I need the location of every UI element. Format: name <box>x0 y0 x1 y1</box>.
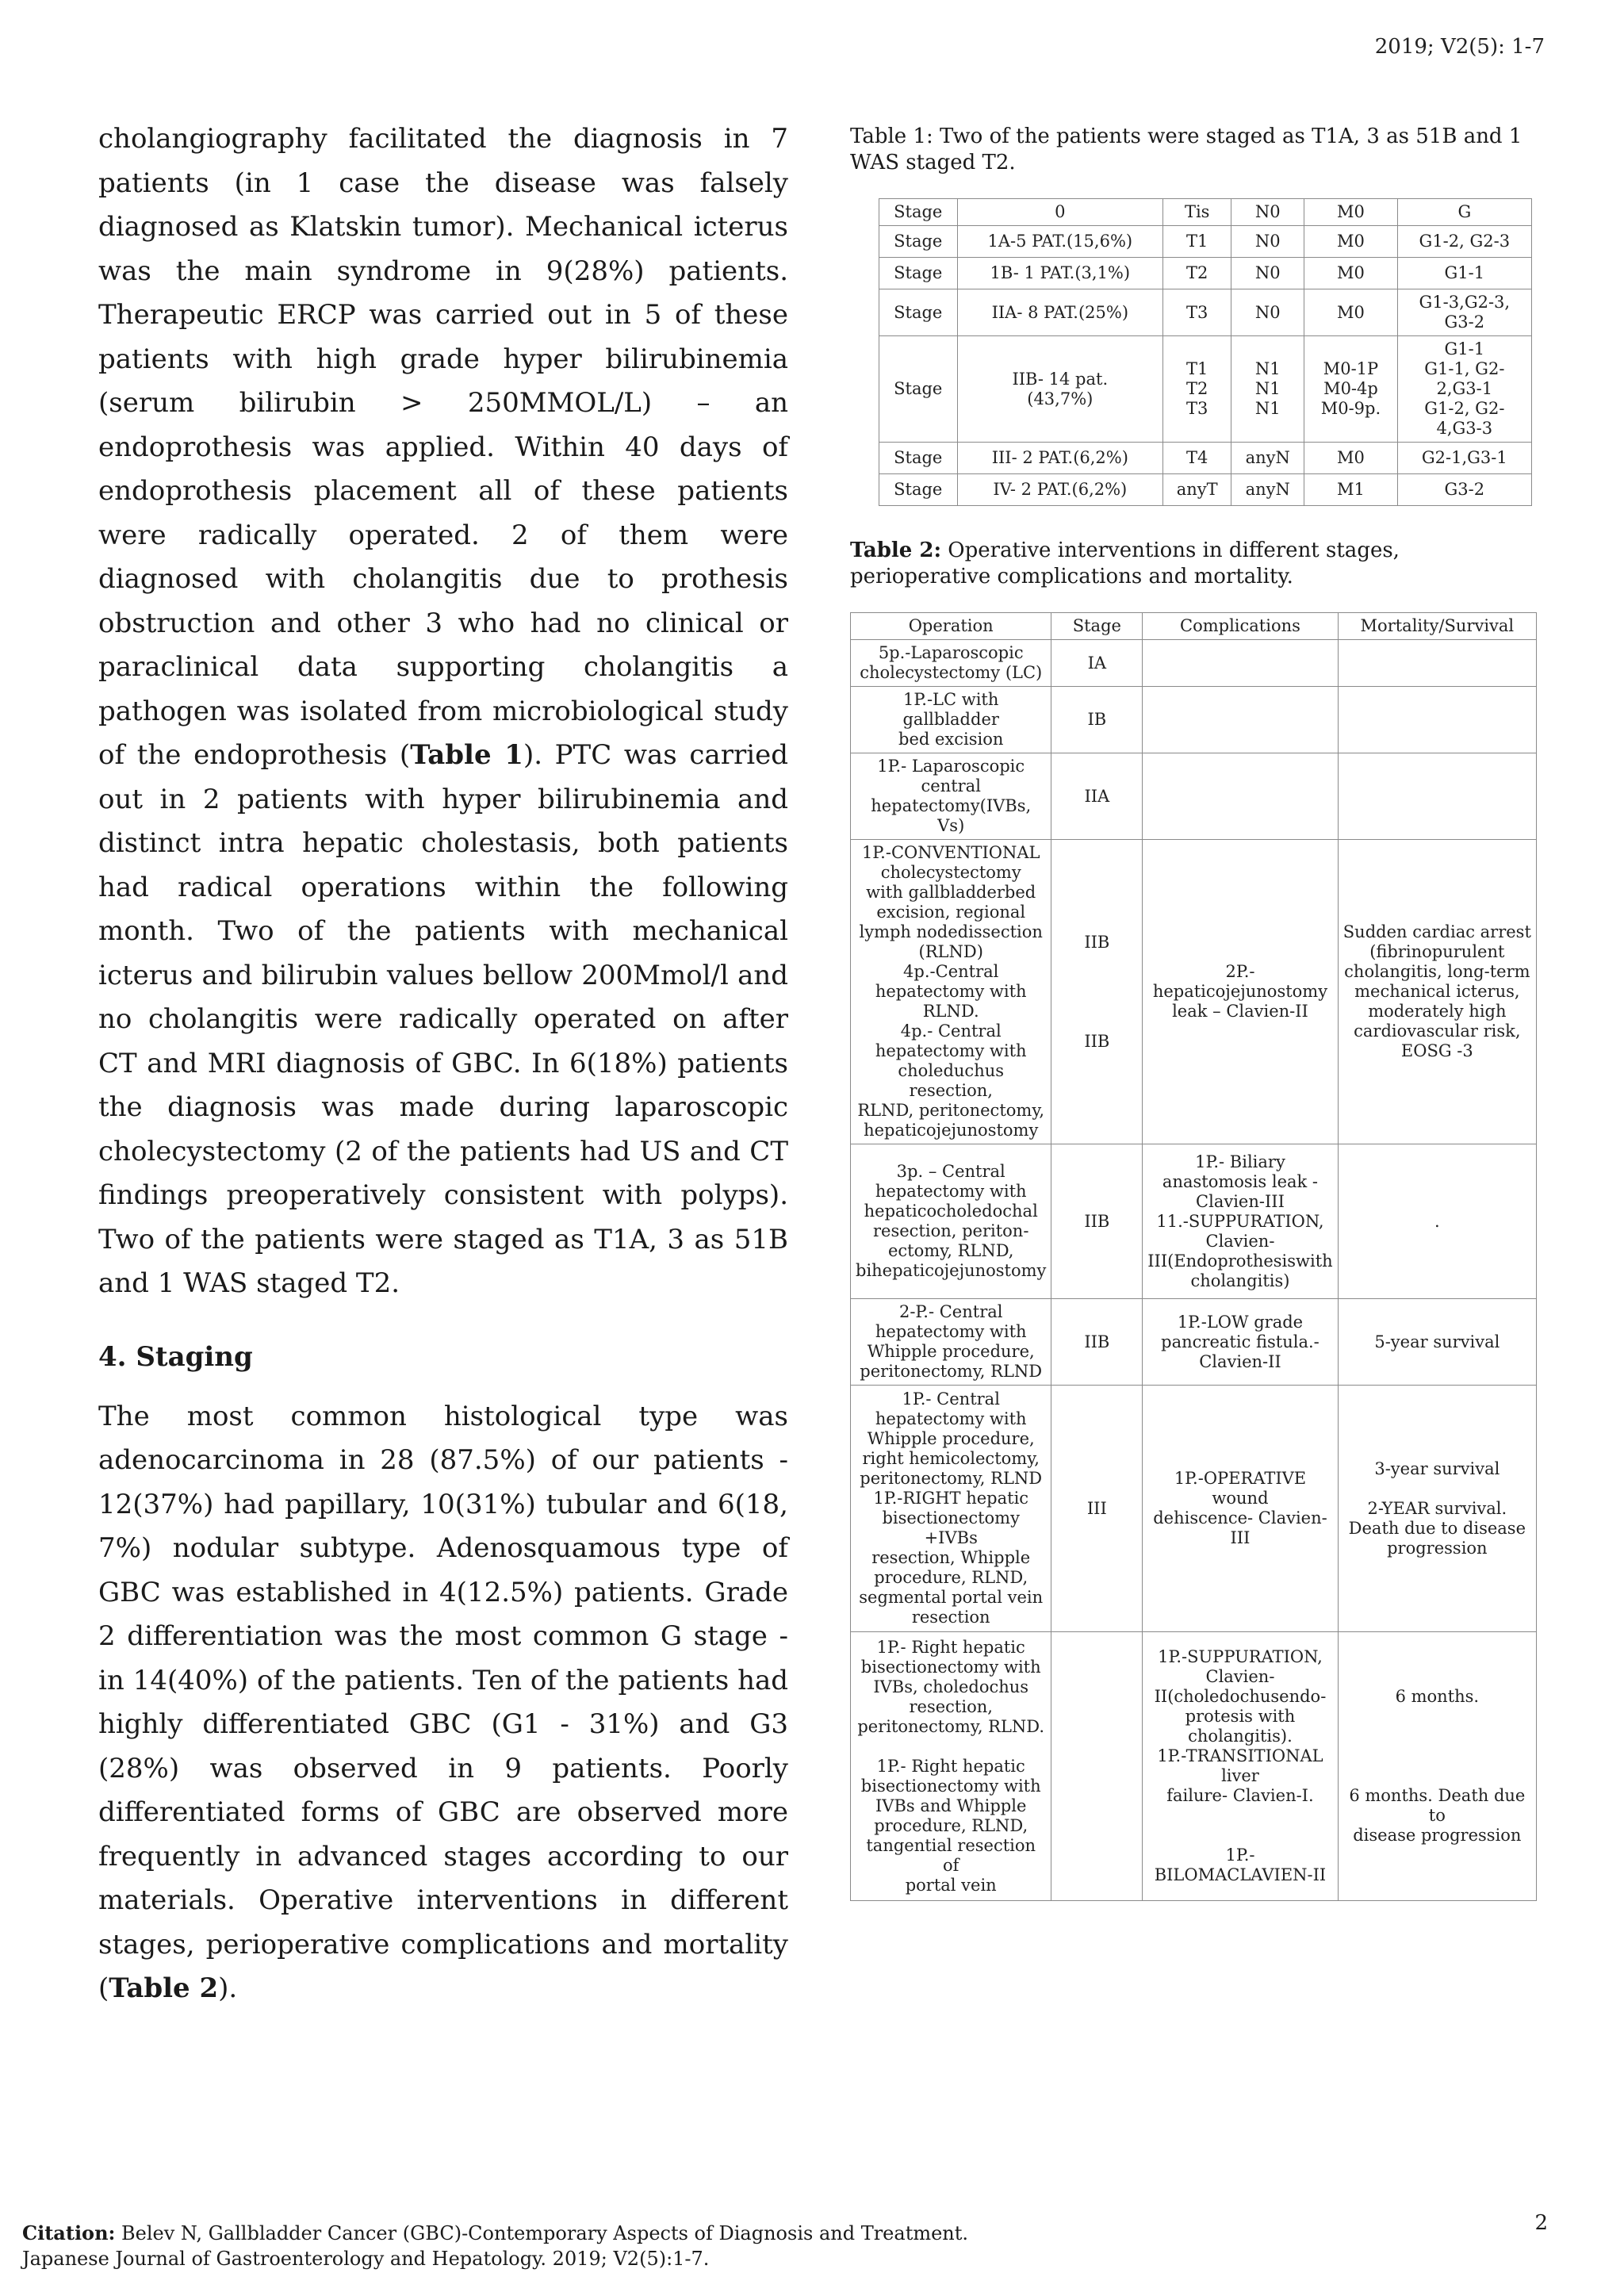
table1-cell: 1B- 1 PAT.(3,1%) <box>957 258 1163 289</box>
citation-label: Citation: <box>22 2221 116 2244</box>
table-1-header-row <box>879 199 1532 226</box>
table1-header-cell: 0 <box>957 199 1163 226</box>
right-column <box>850 124 1540 1901</box>
table2-header-cell: Complications <box>1143 613 1338 640</box>
table-2-operations <box>850 612 1537 1901</box>
table1-cell: T1 T2 T3 <box>1163 336 1231 443</box>
left-column <box>98 117 788 2011</box>
paragraph-1-text: cholangiography facilitated the diagnosis in 7 patients (in 1 case the disease was falsely diagnosed as Klatskin tumor). Mechanical icterus was the main syndrome in 9(28%) patients. Therapeutic ERCP was carried out in 5 of these patients with high grade hyper bilirubinemia (serum bilirubin > 250MMOL/L) – an endoprothesis was applied. Within 40 days of endoprothesis placement all of these patients were radically operated. 2 of them were diagnosed with cholangitis due to prothesis obstruction and other 3 who had no clinical or paraclinical data supporting cholangitis a pathogen was isolated from microbiological study of the endoprothesis ( <box>98 123 788 771</box>
table1-cell: N0 <box>1231 289 1304 336</box>
body-paragraph-2 <box>98 1395 788 2011</box>
table1-cell: M0-1P M0-4p M0-9p. <box>1304 336 1397 443</box>
section-heading-staging: 4. Staging <box>98 1340 253 1373</box>
citation-text: Belev N, Gallbladder Cancer (GBC)-Contemporary Aspects of Diagnosis and Treatment. Japanese Journal of Gastroenterology and Hepatology. 2019; V2(5):1-7. <box>22 2222 969 2270</box>
table1-cell: IIA- 8 PAT.(25%) <box>957 289 1163 336</box>
table2-cell: 5-year survival <box>1338 1299 1536 1386</box>
table2-cell <box>1143 640 1338 687</box>
table1-cell: IV- 2 PAT.(6,2%) <box>957 474 1163 506</box>
table-row <box>879 474 1532 506</box>
table1-header-cell: Stage <box>879 199 958 226</box>
table1-cell: Stage <box>879 336 958 443</box>
table-2-caption-label: Table 2: <box>850 539 942 562</box>
table2-cell: IIB IIB <box>1051 840 1143 1144</box>
table-row <box>851 840 1537 1144</box>
table1-cell: G2-1,G3-1 <box>1397 443 1531 474</box>
table1-cell: Stage <box>879 474 958 506</box>
table2-cell: 1P.- Right hepatic bisectionectomy with IVBs, choledochus resection, peritonectomy, RLND. 1P.- Right hepatic bisectionectomy with IVBs and Whipple procedure, RLND, tangential resection of portal vein <box>851 1632 1051 1901</box>
table1-cell: Stage <box>879 443 958 474</box>
table-2-caption-text: Operative interventions in different stages, perioperative complications and mortality. <box>850 539 1400 588</box>
table2-cell: IIB <box>1051 1299 1143 1386</box>
table1-cell: anyN <box>1231 443 1304 474</box>
table-1-reference: Table 1 <box>410 739 523 771</box>
table2-cell: 2P.- hepaticojejunostomy leak – Clavien-II <box>1143 840 1338 1144</box>
table2-cell <box>1338 640 1536 687</box>
table1-cell: N0 <box>1231 226 1304 258</box>
table-1-body <box>879 226 1532 506</box>
table2-cell: 3p. – Central hepatectomy with hepaticocholedochal resection, periton- ectomy, RLND, bihepaticojejunostomy <box>851 1144 1051 1299</box>
table2-cell: 1P.- Central hepatectomy with Whipple procedure, right hemicolectomy, peritonectomy, RLND 1P.-RIGHT hepatic bisectionectomy +IVBs resection, Whipple procedure, RLND, segmental portal vein resection <box>851 1386 1051 1632</box>
table2-cell: III <box>1051 1386 1143 1632</box>
table2-cell <box>1338 753 1536 840</box>
table-row <box>879 226 1532 258</box>
table1-header-cell: Tis <box>1163 199 1231 226</box>
paragraph-2-end: ). <box>218 1972 238 2004</box>
table2-cell <box>1143 687 1338 753</box>
table-2-header-row <box>851 613 1537 640</box>
table2-cell: 5p.-Laparoscopic cholecystectomy (LC) <box>851 640 1051 687</box>
table-row <box>851 1632 1537 1901</box>
table1-cell: III- 2 PAT.(6,2%) <box>957 443 1163 474</box>
table1-cell: G1-1 G1-1, G2- 2,G3-1 G1-2, G2- 4,G3-3 <box>1397 336 1531 443</box>
table2-cell <box>1051 1632 1143 1901</box>
page-number: 2 <box>1534 2211 1548 2235</box>
table1-cell: anyN <box>1231 474 1304 506</box>
table1-cell: Stage <box>879 258 958 289</box>
table1-cell: N1 N1 N1 <box>1231 336 1304 443</box>
table2-header-cell: Stage <box>1051 613 1143 640</box>
table2-cell: 1P.- Biliary anastomosis leak - Clavien-III 11.-SUPPURATION, Clavien- III(Endoprothesiswith cholangitis) <box>1143 1144 1338 1299</box>
table1-cell: M0 <box>1304 443 1397 474</box>
table-row <box>851 1144 1537 1299</box>
table2-cell: Sudden cardiac arrest (fibrinopurulent cholangitis, long-term mechanical icterus, moderately high cardiovascular risk, EOSG -3 <box>1338 840 1536 1144</box>
table2-header-cell: Mortality/Survival <box>1338 613 1536 640</box>
table1-cell: G1-3,G2-3, G3-2 <box>1397 289 1531 336</box>
table1-cell: M0 <box>1304 226 1397 258</box>
table1-cell: T1 <box>1163 226 1231 258</box>
table2-cell: 1P.-CONVENTIONAL cholecystectomy with gallbladderbed excision, regional lymph nodedissection (RLND) 4p.-Central hepatectomy with RLND. 4p.- Central hepatectomy with choleduchus resection, RLND, peritonectomy, hepaticojejunostomy <box>851 840 1051 1144</box>
table2-cell: IA <box>1051 640 1143 687</box>
table1-cell: M1 <box>1304 474 1397 506</box>
table1-cell: 1A-5 PAT.(15,6%) <box>957 226 1163 258</box>
table-row <box>879 289 1532 336</box>
table1-header-cell: N0 <box>1231 199 1304 226</box>
table-row <box>851 753 1537 840</box>
table2-cell: 1P.-OPERATIVE wound dehiscence- Clavien-III <box>1143 1386 1338 1632</box>
table-1-staging <box>879 198 1532 506</box>
table-1-caption: Table 1: Two of the patients were staged as T1A, 3 as 51B and 1 WAS staged T2. <box>850 125 1522 174</box>
table-2-reference: Table 2 <box>109 1972 219 2004</box>
table2-header-cell: Operation <box>851 613 1051 640</box>
table2-cell: 3-year survival 2-YEAR survival. Death due to disease progression <box>1338 1386 1536 1632</box>
table-row <box>879 443 1532 474</box>
journal-volume-info: 2019; V2(5): 1-7 <box>1374 35 1545 59</box>
table-2-caption <box>850 538 1540 590</box>
citation <box>22 2221 974 2271</box>
table1-header-cell: G <box>1397 199 1531 226</box>
table2-cell <box>1143 753 1338 840</box>
table1-cell: T3 <box>1163 289 1231 336</box>
table-row <box>879 258 1532 289</box>
table-2-body <box>851 640 1537 1901</box>
table2-cell: . <box>1338 1144 1536 1299</box>
table2-cell: 6 months. 6 months. Death due to disease progression <box>1338 1632 1536 1901</box>
table1-cell: Stage <box>879 289 958 336</box>
table2-cell: IB <box>1051 687 1143 753</box>
table2-cell: 2-P.- Central hepatectomy with Whipple procedure, peritonectomy, RLND <box>851 1299 1051 1386</box>
table1-cell: IIB- 14 pat. (43,7%) <box>957 336 1163 443</box>
table-row <box>851 687 1537 753</box>
table1-cell: G1-2, G2-3 <box>1397 226 1531 258</box>
table2-cell: IIB <box>1051 1144 1143 1299</box>
table1-cell: T4 <box>1163 443 1231 474</box>
table2-cell: 1P.-SUPPURATION, Clavien- II(choledochusendo- protesis with cholangitis). 1P.-TRANSITIONAL liver failure- Clavien-I. 1P.-BILOMACLAVIEN-II <box>1143 1632 1338 1901</box>
table1-cell: N0 <box>1231 258 1304 289</box>
table1-cell: G1-1 <box>1397 258 1531 289</box>
table1-cell: M0 <box>1304 258 1397 289</box>
table2-cell: 1P.-LOW grade pancreatic fistula.- Clavien-II <box>1143 1299 1338 1386</box>
table-row <box>879 336 1532 443</box>
table2-cell: IIA <box>1051 753 1143 840</box>
table2-cell <box>1338 687 1536 753</box>
table2-cell: 1P.-LC with gallbladder bed excision <box>851 687 1051 753</box>
paragraph-1-continuation: ). PTC was carried out in 2 patients with hyper bilirubinemia and distinct intra hepatic cholestasis, both patients had radical operations within the following month. Two of the patients with mechanical icterus and bilirubin values bellow 200Mmol/l and no cholangitis were radically operated on after CT and MRI diagnosis of GBC. In 6(18%) patients the diagnosis was made during laparoscopic cholecystectomy (2 of the patients had US and CT findings preoperatively consistent with polyps). Two of the patients were staged as T1A, 3 as 51B and 1 WAS staged T2. <box>98 739 788 1299</box>
table-row <box>851 640 1537 687</box>
table-row <box>851 1386 1537 1632</box>
body-paragraph-1 <box>98 117 788 1306</box>
table1-cell: T2 <box>1163 258 1231 289</box>
paragraph-2-text: The most common histological type was adenocarcinoma in 28 (87.5%) of our patients - 12(37%) had papillary, 10(31%) tubular and 6(18, 7%) nodular subtype. Adenosquamous type of GBC was established in 4(12.5%) patients. Grade 2 differentiation was the most common G stage - in 14(40%) of the patients. Ten of the patients had highly differentiated GBC (G1 - 31%) and G3 (28%) was observed in 9 patients. Poorly differentiated forms of GBC are observed more frequently in advanced stages according to our materials. Operative interventions in different stages, perioperative complications and mortality ( <box>98 1400 788 2004</box>
table1-cell: Stage <box>879 226 958 258</box>
table1-cell: anyT <box>1163 474 1231 506</box>
table2-cell: 1P.- Laparoscopic central hepatectomy(IVBs, Vs) <box>851 753 1051 840</box>
table1-cell: M0 <box>1304 289 1397 336</box>
table1-header-cell: M0 <box>1304 199 1397 226</box>
table-row <box>851 1299 1537 1386</box>
table1-cell: G3-2 <box>1397 474 1531 506</box>
